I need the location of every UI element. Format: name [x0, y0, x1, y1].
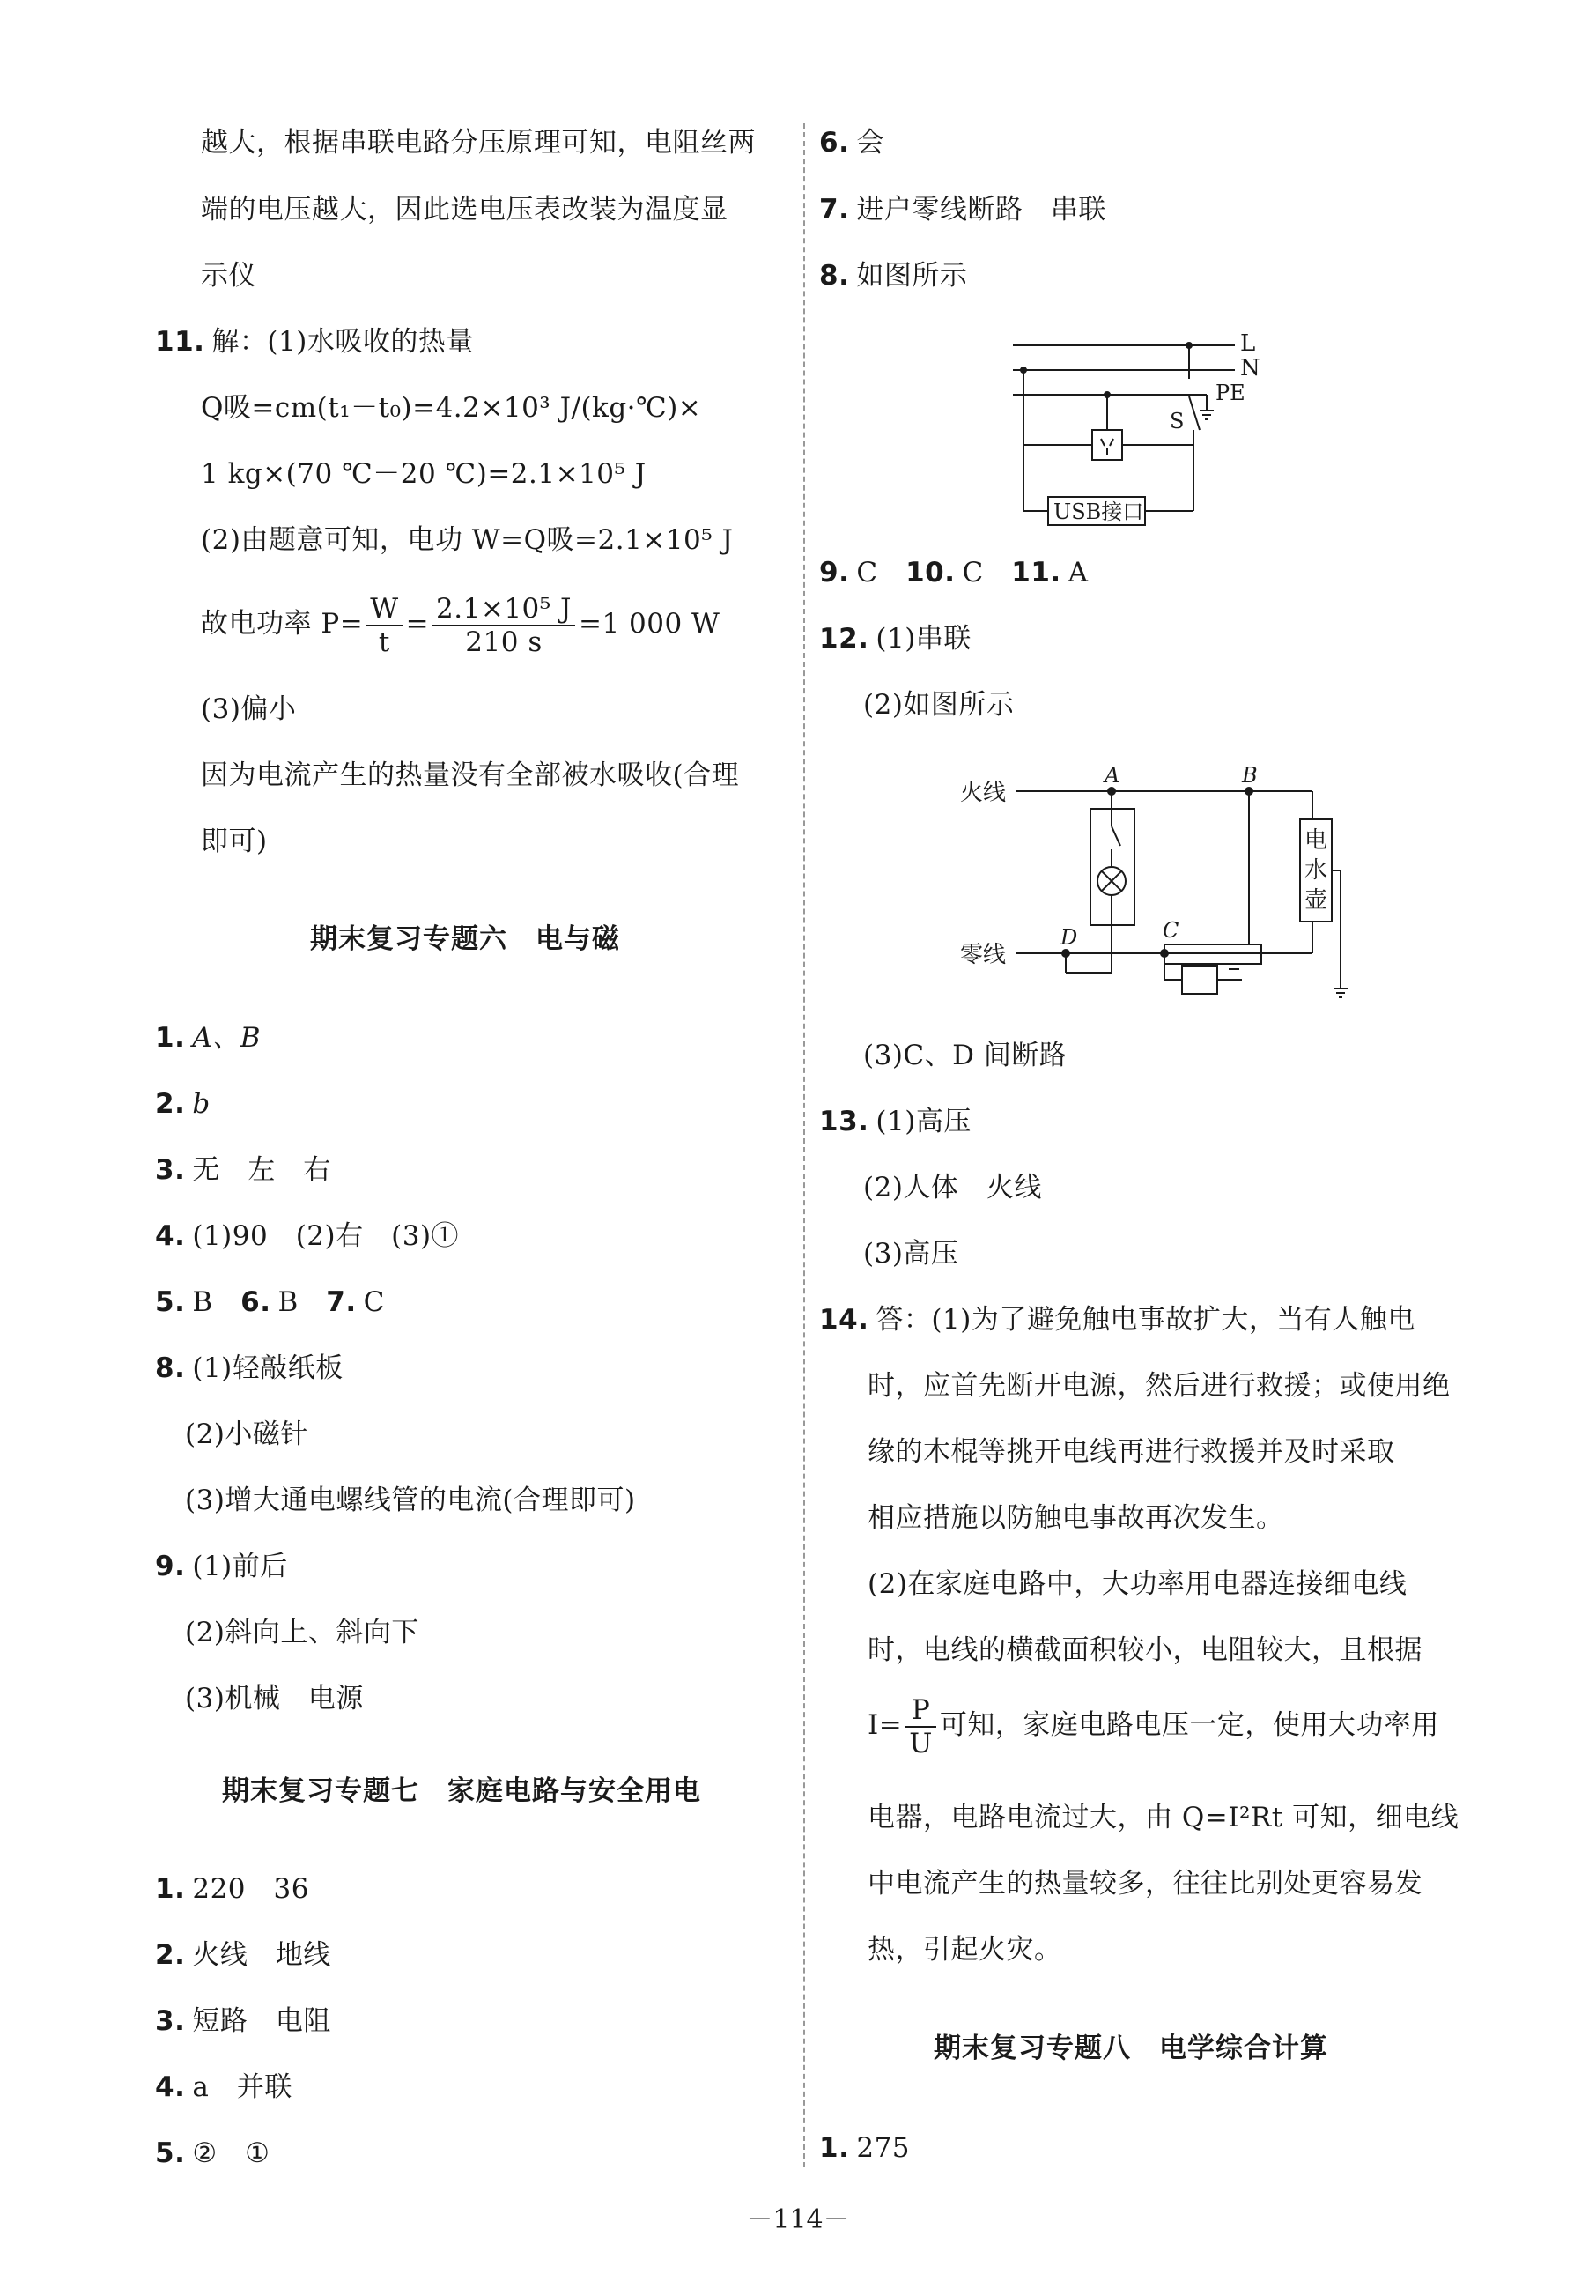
sub-answer: (3)C、D 间断路: [863, 1040, 1068, 1071]
answer-text: 解：(1)水吸收的热量: [211, 326, 474, 358]
sub-answer: (2)如图所示: [863, 689, 1015, 721]
answer-line: 热，引起火灾。: [868, 1934, 1062, 1966]
question-number: 9.: [819, 557, 850, 589]
sub-answer: (2)小磁针: [185, 1418, 308, 1450]
denominator: U: [909, 1727, 933, 1759]
column-divider: [803, 123, 805, 2167]
label-PE: PE: [1215, 381, 1245, 405]
question-number: 10.: [905, 557, 956, 589]
list-item: [155, 2136, 270, 2171]
question-number: 2.: [155, 1939, 186, 1971]
list-item: [155, 1218, 459, 1254]
formula-text: 故电功率 P=: [201, 608, 364, 640]
sub-answer: (2)人体 火线: [863, 1172, 1042, 1204]
sub-answer: (2)斜向上、斜向下: [185, 1617, 419, 1648]
label-S: S: [1170, 409, 1185, 433]
question-number: 8.: [155, 1352, 186, 1384]
answer-text: (1)前后: [192, 1551, 288, 1582]
formula-text: =1 000 W: [578, 608, 720, 640]
answer-text: (1)轻敲纸板: [192, 1352, 344, 1384]
current-formula-line: [868, 1690, 1439, 1760]
answer-line: 相应措施以防触电事故再次发生。: [868, 1502, 1284, 1534]
label-fire-wire: 火线: [960, 780, 1007, 806]
formula-line: 1 kg×(70 ℃－20 ℃)=2.1×10⁵ J: [201, 458, 647, 490]
question-number: 9.: [155, 1551, 186, 1582]
formula-text: 可知，家庭电路电压一定，使用大功率用: [939, 1709, 1439, 1741]
fraction-w-t: [366, 593, 402, 658]
question-number: 12.: [819, 623, 869, 655]
fraction-values: [432, 593, 575, 658]
label-A: A: [1105, 763, 1120, 788]
answer-line: 缘的木棍等挑开电线再进行救援并及时采取: [868, 1436, 1395, 1468]
answer-line: 时，应首先断开电源，然后进行救援；或使用绝: [868, 1370, 1451, 1402]
answer-text: A: [1068, 557, 1089, 589]
list-item: [155, 1351, 344, 1386]
question-number: 1.: [819, 2132, 850, 2164]
list-item: [155, 1871, 309, 1907]
numerator: P: [905, 1694, 936, 1728]
list-item: [155, 1086, 211, 1122]
answer-line: 即可): [201, 826, 268, 857]
list-item: [155, 1152, 331, 1188]
answer-text: (1)90 (2)右 (3)①: [192, 1220, 460, 1252]
sub-answer: (3)增大通电螺线管的电流(合理即可): [185, 1485, 636, 1516]
formula-line: (2)由题意可知，电功 W=Q吸=2.1×10⁵ J: [201, 524, 734, 556]
question-number: 11.: [1011, 557, 1061, 589]
denominator: t: [378, 626, 390, 658]
label-C: C: [1163, 918, 1179, 943]
circuit-figure-2: [960, 758, 1365, 1004]
answer-line: 因为电流产生的热量没有全部被水吸收(合理: [201, 759, 740, 791]
kettle-label-3: 壶: [1304, 887, 1328, 914]
list-item: [155, 1937, 331, 1973]
list-item: [819, 1302, 1415, 1337]
circuit-figure-1: [1004, 326, 1286, 529]
list-item: [819, 125, 884, 160]
fraction-p-u: [905, 1694, 936, 1759]
answer-text: C: [962, 557, 1012, 589]
answer-text: ② ①: [192, 2137, 270, 2169]
question-number: 14.: [819, 1304, 869, 1336]
list-item: [155, 2070, 292, 2105]
formula-line: Q吸=cm(t₁－t₀)=4.2×10³ J/(kg·℃)×: [201, 392, 702, 424]
answer-line: (2)在家庭电路中，大功率用电器连接细电线: [868, 1568, 1408, 1600]
question-number: 4.: [155, 2071, 186, 2103]
answer-text: (1)串联: [876, 623, 972, 655]
list-item: [819, 621, 972, 656]
answer-text: b: [192, 1088, 211, 1120]
answer-line: 时，电线的横截面积较小，电阻较大，且根据: [868, 1634, 1422, 1666]
answer-text: 无 左 右: [192, 1154, 331, 1186]
numerator: 2.1×10⁵ J: [432, 593, 575, 626]
answer-text: 火线 地线: [192, 1939, 331, 1971]
text-line: 示仪: [201, 260, 256, 292]
answer-line: (3)偏小: [201, 693, 297, 725]
list-item: [155, 1020, 261, 1055]
answer-text: 如图所示: [856, 260, 968, 292]
answer-text: 进户零线断路 串联: [856, 194, 1106, 226]
question-number: 7.: [819, 194, 850, 226]
label-D: D: [1060, 925, 1078, 950]
socket-box: [1092, 430, 1122, 460]
answer-text: (1)高压: [876, 1106, 972, 1137]
answer-text: C: [856, 557, 906, 589]
answer-text: a 并联: [192, 2071, 292, 2103]
label-N: N: [1240, 355, 1260, 381]
question-number: 4.: [155, 1220, 186, 1252]
question-number: 6.: [240, 1286, 271, 1318]
question-number: 5.: [155, 2137, 186, 2169]
formula-text: I=: [868, 1709, 903, 1741]
list-item: [819, 192, 1106, 227]
question-number: 1.: [155, 1873, 186, 1905]
question-number: 2.: [155, 1088, 186, 1120]
answer-line: 电器，电路电流过大，由 Q=I²Rt 可知，细电线: [868, 1802, 1459, 1833]
socket-box: [1182, 966, 1217, 994]
question-number: 11.: [155, 326, 205, 358]
power-formula: [201, 589, 720, 659]
question-number: 6.: [819, 127, 850, 159]
page-number: －114－: [746, 2204, 850, 2235]
question-11: [155, 324, 474, 359]
question-number: 3.: [155, 1154, 186, 1186]
list-item: [819, 2130, 910, 2166]
kettle-label-2: 水: [1304, 857, 1328, 884]
denominator: 210 s: [465, 626, 543, 658]
answer-text: B: [192, 1286, 241, 1318]
answer-text: 答：(1)为了避免触电事故扩大，当有人触电: [876, 1304, 1415, 1336]
answer-text: C: [363, 1286, 385, 1318]
numerator: W: [366, 593, 402, 626]
question-number: 7.: [326, 1286, 357, 1318]
list-item: [155, 2003, 331, 2039]
list-item: [819, 555, 1089, 590]
question-number: 1.: [155, 1022, 186, 1054]
sub-answer: (3)高压: [863, 1238, 959, 1270]
kettle-label-1: 电: [1304, 827, 1328, 854]
answer-line: 中电流产生的热量较多，往往比别处更容易发: [868, 1868, 1422, 1900]
answer-text: A、B: [192, 1022, 262, 1054]
usb-label: USB接口: [1053, 500, 1144, 524]
text-line: 端的电压越大，因此选电压表改装为温度显: [201, 194, 728, 226]
formula-text: =: [405, 608, 430, 640]
answer-text: 275: [856, 2132, 911, 2164]
sub-answer: (3)机械 电源: [185, 1683, 364, 1715]
text-line: 越大，根据串联电路分压原理可知，电阻丝两: [201, 127, 756, 159]
answer-text: 会: [856, 127, 884, 159]
answer-text: 短路 电阻: [192, 2005, 331, 2037]
section-heading-6: 期末复习专题六 电与磁: [310, 923, 620, 955]
label-zero-wire: 零线: [960, 942, 1007, 968]
label-L: L: [1240, 330, 1256, 357]
answer-text: B: [277, 1286, 327, 1318]
list-item: [155, 1549, 288, 1584]
question-number: 5.: [155, 1286, 186, 1318]
answer-text: 220 36: [192, 1873, 309, 1905]
list-item: [155, 1285, 385, 1320]
list-item: [819, 258, 967, 293]
question-number: 3.: [155, 2005, 186, 2037]
question-number: 8.: [819, 260, 850, 292]
list-item: [819, 1104, 972, 1139]
question-number: 13.: [819, 1106, 869, 1137]
section-heading-7: 期末复习专题七 家庭电路与安全用电: [222, 1775, 701, 1807]
label-B: B: [1242, 763, 1258, 788]
section-heading-8: 期末复习专题八 电学综合计算: [934, 2033, 1328, 2064]
